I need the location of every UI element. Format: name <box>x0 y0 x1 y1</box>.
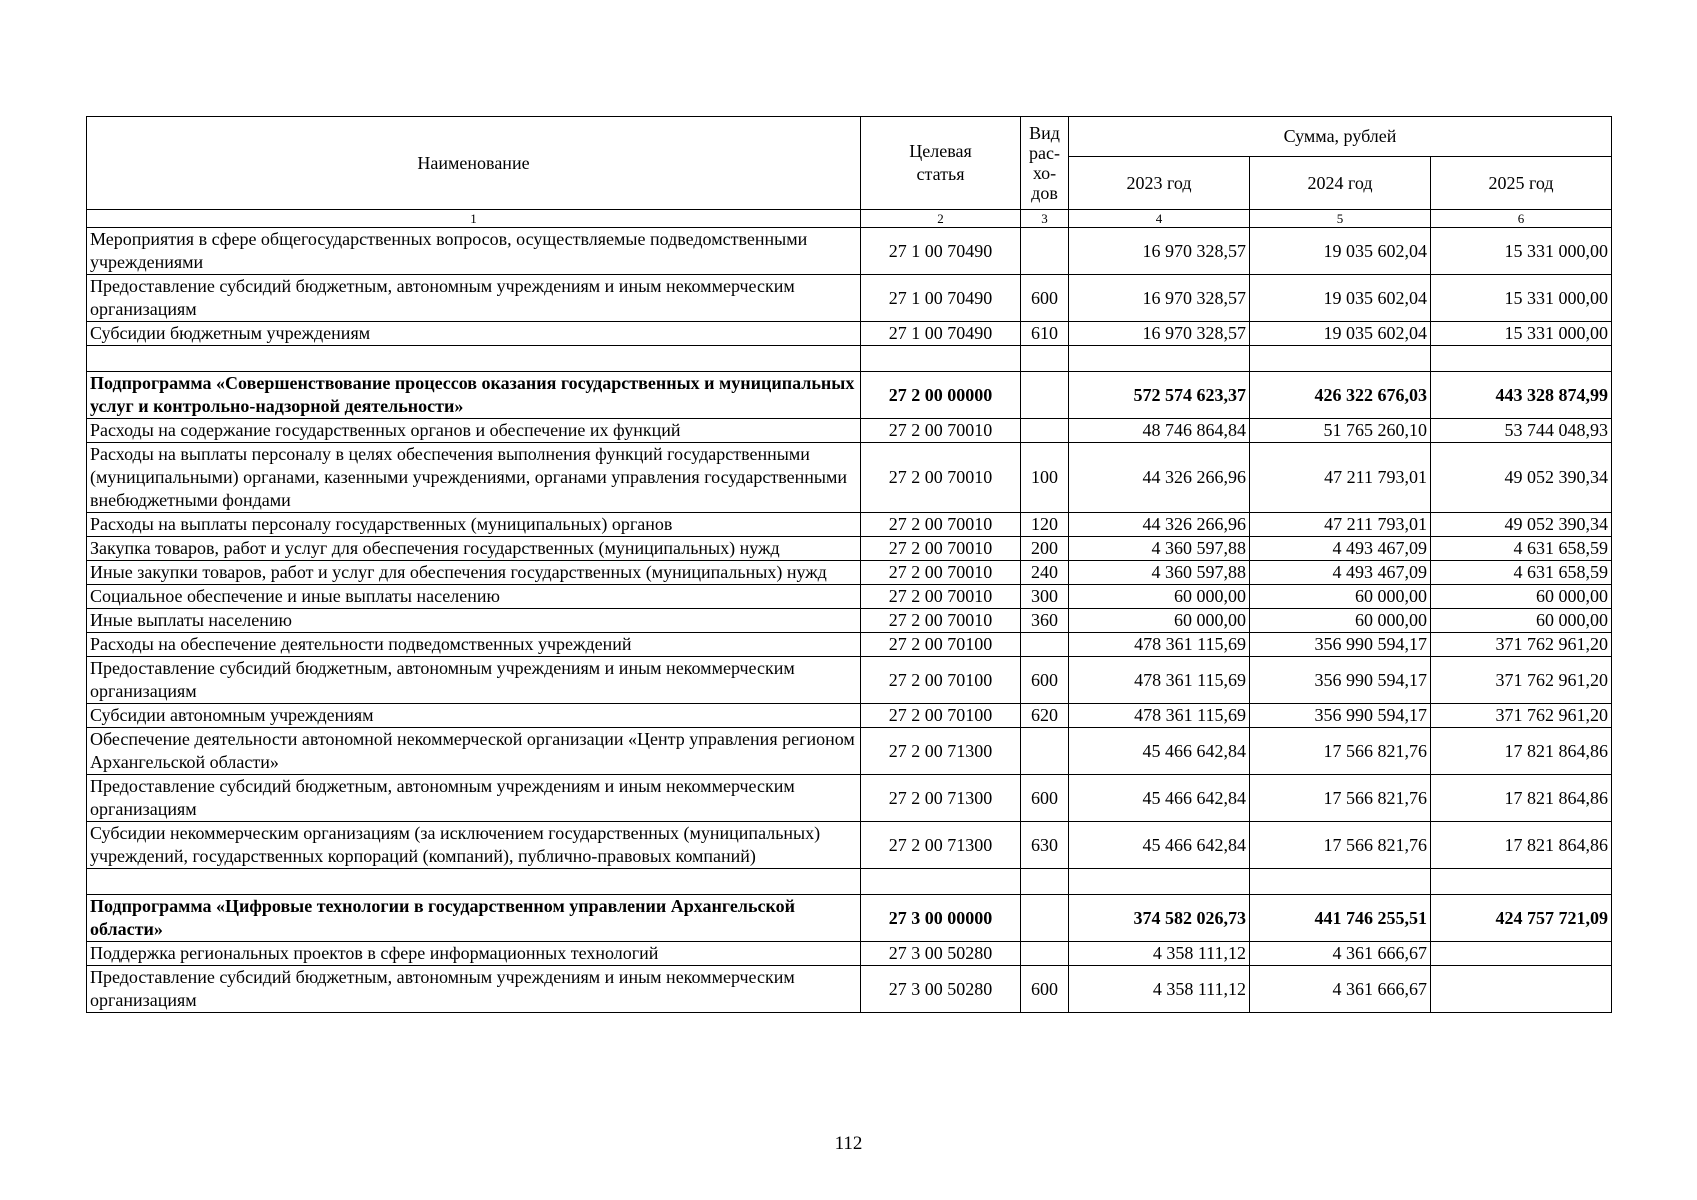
subprogram-row <box>87 372 1612 419</box>
row-sum-2025: 371 762 961,20 <box>1431 657 1612 704</box>
row-name: Подпрограмма «Совершенствование процессов оказания государственных и муниципальных услуг и контрольно-надзорной деятельности» <box>87 372 861 419</box>
header-year-2024: 2024 год <box>1250 157 1431 210</box>
subprogram-row <box>87 895 1612 942</box>
row-sum-2025 <box>1431 346 1612 372</box>
row-sum-2023: 48 746 864,84 <box>1069 419 1250 443</box>
row-sum-2025: 15 331 000,00 <box>1431 275 1612 322</box>
row-target-article: 27 2 00 70100 <box>861 704 1021 728</box>
row-sum-2025 <box>1431 942 1612 966</box>
row-sum-2023: 4 360 597,88 <box>1069 561 1250 585</box>
row-sum-2023: 16 970 328,57 <box>1069 322 1250 346</box>
row-target-article: 27 3 00 50280 <box>861 942 1021 966</box>
table-body <box>87 228 1612 1013</box>
row-sum-2024: 19 035 602,04 <box>1250 275 1431 322</box>
header-year-2025: 2025 год <box>1431 157 1612 210</box>
row-sum-2023: 60 000,00 <box>1069 585 1250 609</box>
row-name: Обеспечение деятельности автономной некоммерческой организации «Центр управления регионом Архангельской области» <box>87 728 861 775</box>
row-sum-2024: 51 765 260,10 <box>1250 419 1431 443</box>
row-sum-2023: 45 466 642,84 <box>1069 822 1250 869</box>
row-target-article: 27 2 00 70010 <box>861 513 1021 537</box>
row-sum-2023: 44 326 266,96 <box>1069 513 1250 537</box>
row-target-article: 27 2 00 70100 <box>861 657 1021 704</box>
header-target-article: Целевая статья <box>861 117 1021 210</box>
column-number-2: 2 <box>861 210 1021 228</box>
row-sum-2024 <box>1250 346 1431 372</box>
column-number-1: 1 <box>87 210 861 228</box>
table-row <box>87 419 1612 443</box>
row-sum-2025: 4 631 658,59 <box>1431 537 1612 561</box>
row-sum-2024: 60 000,00 <box>1250 585 1431 609</box>
row-expense-type: 200 <box>1021 537 1069 561</box>
row-name: Мероприятия в сфере общегосударственных вопросов, осуществляемые подведомственными учреждениями <box>87 228 861 275</box>
table-row <box>87 443 1612 513</box>
row-expense-type: 100 <box>1021 443 1069 513</box>
row-sum-2025: 49 052 390,34 <box>1431 443 1612 513</box>
header-name: Наименование <box>87 117 861 210</box>
budget-table <box>86 116 1612 1013</box>
row-expense-type <box>1021 942 1069 966</box>
table-row <box>87 537 1612 561</box>
row-sum-2024: 17 566 821,76 <box>1250 822 1431 869</box>
row-sum-2023: 572 574 623,37 <box>1069 372 1250 419</box>
row-sum-2025: 443 328 874,99 <box>1431 372 1612 419</box>
row-sum-2025: 53 744 048,93 <box>1431 419 1612 443</box>
column-number-5: 5 <box>1250 210 1431 228</box>
row-target-article: 27 2 00 70010 <box>861 585 1021 609</box>
row-target-article <box>861 869 1021 895</box>
row-sum-2025: 17 821 864,86 <box>1431 728 1612 775</box>
header-year-2023: 2023 год <box>1069 157 1250 210</box>
row-name: Предоставление субсидий бюджетным, автономным учреждениям и иным некоммерческим организациям <box>87 657 861 704</box>
row-sum-2024: 356 990 594,17 <box>1250 704 1431 728</box>
row-target-article: 27 2 00 70010 <box>861 419 1021 443</box>
row-sum-2025: 49 052 390,34 <box>1431 513 1612 537</box>
row-sum-2025: 4 631 658,59 <box>1431 561 1612 585</box>
row-name: Расходы на выплаты персоналу в целях обеспечения выполнения функций государственными (муниципальными) органами, казенными учреждениями, органами управления государственными внебюджетными фондами <box>87 443 861 513</box>
row-sum-2023: 44 326 266,96 <box>1069 443 1250 513</box>
row-expense-type: 120 <box>1021 513 1069 537</box>
row-target-article: 27 2 00 00000 <box>861 372 1021 419</box>
row-sum-2023: 4 360 597,88 <box>1069 537 1250 561</box>
row-sum-2024: 47 211 793,01 <box>1250 513 1431 537</box>
table-row <box>87 513 1612 537</box>
row-expense-type: 600 <box>1021 966 1069 1013</box>
row-name: Иные выплаты населению <box>87 609 861 633</box>
row-target-article: 27 2 00 71300 <box>861 775 1021 822</box>
column-number-6: 6 <box>1431 210 1612 228</box>
row-name: Расходы на обеспечение деятельности подведомственных учреждений <box>87 633 861 657</box>
row-expense-type <box>1021 346 1069 372</box>
table-row <box>87 275 1612 322</box>
row-sum-2023: 60 000,00 <box>1069 609 1250 633</box>
row-expense-type: 600 <box>1021 775 1069 822</box>
table-row <box>87 585 1612 609</box>
row-sum-2024: 441 746 255,51 <box>1250 895 1431 942</box>
row-sum-2024: 4 361 666,67 <box>1250 966 1431 1013</box>
table-row <box>87 609 1612 633</box>
row-expense-type: 360 <box>1021 609 1069 633</box>
row-target-article: 27 2 00 70100 <box>861 633 1021 657</box>
row-expense-type: 600 <box>1021 657 1069 704</box>
row-target-article: 27 1 00 70490 <box>861 275 1021 322</box>
row-sum-2025: 17 821 864,86 <box>1431 822 1612 869</box>
column-number-3: 3 <box>1021 210 1069 228</box>
row-expense-type <box>1021 869 1069 895</box>
row-name: Расходы на содержание государственных органов и обеспечение их функций <box>87 419 861 443</box>
row-name: Предоставление субсидий бюджетным, автономным учреждениям и иным некоммерческим организациям <box>87 966 861 1013</box>
row-name: Расходы на выплаты персоналу государственных (муниципальных) органов <box>87 513 861 537</box>
row-target-article: 27 2 00 71300 <box>861 728 1021 775</box>
row-sum-2023: 478 361 115,69 <box>1069 633 1250 657</box>
row-target-article: 27 1 00 70490 <box>861 228 1021 275</box>
row-name: Поддержка региональных проектов в сфере информационных технологий <box>87 942 861 966</box>
row-target-article: 27 2 00 70010 <box>861 537 1021 561</box>
row-name: Иные закупки товаров, работ и услуг для обеспечения государственных (муниципальных) нужд <box>87 561 861 585</box>
row-target-article: 27 2 00 70010 <box>861 609 1021 633</box>
column-number-4: 4 <box>1069 210 1250 228</box>
spacer-row <box>87 346 1612 372</box>
row-sum-2025: 15 331 000,00 <box>1431 322 1612 346</box>
table-row <box>87 228 1612 275</box>
row-sum-2023: 374 582 026,73 <box>1069 895 1250 942</box>
row-sum-2024: 60 000,00 <box>1250 609 1431 633</box>
row-expense-type <box>1021 372 1069 419</box>
row-name: Предоставление субсидий бюджетным, автономным учреждениям и иным некоммерческим организациям <box>87 275 861 322</box>
row-target-article <box>861 346 1021 372</box>
row-expense-type <box>1021 419 1069 443</box>
row-name: Субсидии автономным учреждениям <box>87 704 861 728</box>
spacer-row <box>87 869 1612 895</box>
row-name: Предоставление субсидий бюджетным, автономным учреждениям и иным некоммерческим организациям <box>87 775 861 822</box>
row-sum-2024: 47 211 793,01 <box>1250 443 1431 513</box>
row-expense-type <box>1021 895 1069 942</box>
row-sum-2024: 426 322 676,03 <box>1250 372 1431 419</box>
row-expense-type <box>1021 633 1069 657</box>
row-target-article: 27 1 00 70490 <box>861 322 1021 346</box>
row-sum-2024: 4 493 467,09 <box>1250 561 1431 585</box>
row-sum-2023 <box>1069 346 1250 372</box>
row-target-article: 27 3 00 50280 <box>861 966 1021 1013</box>
row-expense-type: 600 <box>1021 275 1069 322</box>
row-sum-2023: 4 358 111,12 <box>1069 942 1250 966</box>
row-sum-2024: 19 035 602,04 <box>1250 228 1431 275</box>
row-sum-2025: 371 762 961,20 <box>1431 704 1612 728</box>
row-sum-2023: 478 361 115,69 <box>1069 704 1250 728</box>
table-row <box>87 704 1612 728</box>
row-name: Социальное обеспечение и иные выплаты населению <box>87 585 861 609</box>
row-sum-2024: 356 990 594,17 <box>1250 633 1431 657</box>
table-row <box>87 775 1612 822</box>
row-target-article: 27 2 00 71300 <box>861 822 1021 869</box>
row-expense-type: 610 <box>1021 322 1069 346</box>
row-name: Субсидии некоммерческим организациям (за исключением государственных (муниципальных) учреждений, государственных корпораций (компаний), публично-правовых компаний) <box>87 822 861 869</box>
row-name: Субсидии бюджетным учреждениям <box>87 322 861 346</box>
row-sum-2024: 17 566 821,76 <box>1250 775 1431 822</box>
row-sum-2024: 356 990 594,17 <box>1250 657 1431 704</box>
row-target-article: 27 2 00 70010 <box>861 561 1021 585</box>
table-row <box>87 561 1612 585</box>
row-sum-2023: 478 361 115,69 <box>1069 657 1250 704</box>
row-sum-2023: 16 970 328,57 <box>1069 228 1250 275</box>
table-row <box>87 322 1612 346</box>
table-row <box>87 728 1612 775</box>
table-row <box>87 966 1612 1013</box>
row-sum-2025: 15 331 000,00 <box>1431 228 1612 275</box>
row-sum-2025: 424 757 721,09 <box>1431 895 1612 942</box>
table-row <box>87 822 1612 869</box>
row-sum-2023: 45 466 642,84 <box>1069 728 1250 775</box>
row-target-article: 27 3 00 00000 <box>861 895 1021 942</box>
row-expense-type <box>1021 228 1069 275</box>
row-sum-2025 <box>1431 869 1612 895</box>
row-target-article: 27 2 00 70010 <box>861 443 1021 513</box>
row-expense-type: 240 <box>1021 561 1069 585</box>
row-name: Закупка товаров, работ и услуг для обеспечения государственных (муниципальных) нужд <box>87 537 861 561</box>
header-expense-type: Вид рас- хо- дов <box>1021 117 1069 210</box>
row-sum-2023 <box>1069 869 1250 895</box>
row-name <box>87 869 861 895</box>
row-expense-type: 630 <box>1021 822 1069 869</box>
row-sum-2024 <box>1250 869 1431 895</box>
row-sum-2024: 4 493 467,09 <box>1250 537 1431 561</box>
header-sum: Сумма, рублей <box>1069 117 1612 157</box>
row-sum-2024: 19 035 602,04 <box>1250 322 1431 346</box>
row-expense-type: 300 <box>1021 585 1069 609</box>
row-expense-type: 620 <box>1021 704 1069 728</box>
row-sum-2023: 4 358 111,12 <box>1069 966 1250 1013</box>
row-expense-type <box>1021 728 1069 775</box>
row-sum-2024: 4 361 666,67 <box>1250 942 1431 966</box>
row-sum-2025: 60 000,00 <box>1431 609 1612 633</box>
row-name: Подпрограмма «Цифровые технологии в государственном управлении Архангельской области» <box>87 895 861 942</box>
row-sum-2023: 16 970 328,57 <box>1069 275 1250 322</box>
page-number: 112 <box>834 1133 863 1154</box>
row-sum-2025: 371 762 961,20 <box>1431 633 1612 657</box>
row-sum-2025 <box>1431 966 1612 1013</box>
table-row <box>87 942 1612 966</box>
row-sum-2024: 17 566 821,76 <box>1250 728 1431 775</box>
row-name <box>87 346 861 372</box>
row-sum-2025: 60 000,00 <box>1431 585 1612 609</box>
table-row <box>87 633 1612 657</box>
table-row <box>87 657 1612 704</box>
row-sum-2023: 45 466 642,84 <box>1069 775 1250 822</box>
row-sum-2025: 17 821 864,86 <box>1431 775 1612 822</box>
